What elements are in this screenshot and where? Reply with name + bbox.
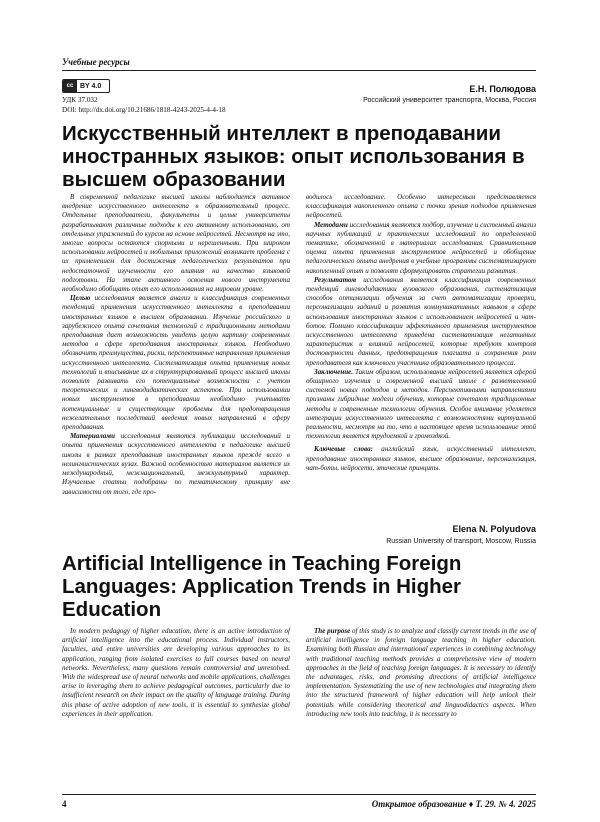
abstract-ru-left-column	[62, 193, 290, 497]
udk-code: УДК 37.032	[62, 96, 98, 104]
footer-divider	[62, 794, 536, 795]
abstract-ru-paragraph: В современной педагогике высшей школы наблюдается активное внедрение искусственного интеллекта в образовательный процесс. Отдельные преподаватели, факультеты и целые университеты разрабатывают различные подходы к его активному использованию, от отдельных упражнений до курсов на основе нейросетей. Несмотря на это, многие вопросы остаются спорными и нерешенными. При широком использовании нейросетей и мобильных приложений возникает проблема с их применением для достижения педагогических результатов при недостаточной изученности его влияния на качество языковой подготовки. На этапе активного освоения нового инструмента необходимо обобщать опыт его использования на мировом уровне.	[62, 193, 290, 294]
affiliation-en: Russian University of transport, Moscow, Russia	[386, 538, 536, 545]
page-number: 4	[62, 799, 67, 809]
license-label: BY 4.0	[80, 82, 102, 90]
keywords-ru: Ключевые слова: английский язык, искусственный интеллект, преподавание иностранных языков, высшее образование, персонализация, чат-боты, нейросети, этические принципы.	[306, 445, 536, 472]
license-badge[interactable]	[62, 79, 110, 93]
author-ru: Е.Н. Полюдова	[469, 84, 536, 94]
abstract-ru-paragraph: водилось исследование. Особенно интересным представляется классификация накопленного опыта с точки зрения подходов применения нейросетей.	[306, 193, 536, 220]
abstract-ru-paragraph: Материалами исследования являются публикации исследований и опыта применения искусственного интеллекта в педагогике высшей школы в рамках преподавания иностранных языков прежде всего в нелингвистических вузах. Важной особенностью материалов является их международный, межнациональный, межкультурный характер. Изучаемые статьи подобраны по тематическому принципу вне зависимости от того, где про-	[62, 432, 290, 496]
abstract-ru-lead: Результатом	[314, 275, 357, 284]
abstract-ru-paragraph: Методами исследования являются подбор, изучение и системный анализ научных публикаций и практических исследований по определенной тематике, обозначенной в материалах исследования. Сравнительная оценка опыта применения инструментов нейросетей и обобщение педагогического опыта внедрения в учебные программы систематизируют накопленный опыт и позволят сформулировать стратегии развития.	[306, 220, 536, 275]
abstract-ru-lead: Целью	[70, 294, 91, 303]
doi-link[interactable]: DOI: http://dx.doi.org/10.21686/1818-4243-2025-4-4-18	[62, 106, 226, 114]
abstract-ru-right-column	[306, 193, 536, 473]
abstract-en-paragraph: In modern pedagogy of higher education, there is an active introduction of artificial intelligence into the educational process. Individual instructors, faculties, and entire universities are developing various approaches to its application, ranging from isolated exercises to full courses based on neural networks. Nevertheless, many questions remain controversial and unresolved. With the widespread use of neural networks and mobile applications, challenges arise in leveraging them to achieve pedagogical outcomes, particularly due to insufficient research on their impact on the quality of language training. During this phase of active adoption of new tools, it is essential to synthesize global experiences in their application.	[62, 627, 290, 718]
abstract-ru-paragraph: Заключение. Таким образом, использование нейросетей является сферой обширного изучения и современной высшей школе с разветвленной системой новых подходов и методов. Перспективными направлениями признаны гибридные модели обучения, которые сочетают традиционные методы и современные технологии обучения. Особое внимание уделяется интеграции искусственного интеллекта с возможностями виртуальной реальности, несмотря на то, что в настоящее время использование этой технологии является трудоемкой и громоздкой.	[306, 367, 536, 441]
author-en: Elena N. Polyudova	[452, 524, 536, 534]
article-title-en: Artificial Intelligence in Teaching Foreign Languages: Application Trends in Higher Education	[62, 552, 462, 621]
abstract-ru-lead: Материалами	[70, 432, 116, 441]
journal-footer: Открытое образование ♦ Т. 29. № 4. 2025	[371, 799, 536, 809]
abstract-ru-lead: Заключение.	[314, 367, 354, 376]
abstract-ru-paragraph: Результатом исследования является классификация современных тенденций лингводидактики вузовского образования, систематизация способов оптимизации обучения за счет автоматизации проверки, персонализации заданий и развития коммуникативных навыков в сфере использования иностранных языков с использованием нейросетей и чат-ботов. Помимо классификации эффективного применения инструментов искусственного интеллекта приведена систематизация негативных характеристик и влияний нейросетей, которые требуют контроля достоверности данных, предотвращения плагиата и сохранения роли преподавателя как ключевого участника образовательного процесса.	[306, 275, 536, 367]
abstract-en-lead: The purpose	[314, 627, 351, 635]
header-divider	[62, 70, 536, 71]
journal-section-label: Учебные ресурсы	[62, 57, 130, 67]
keywords-ru-lead: Ключевые слова:	[314, 445, 373, 454]
affiliation-ru: Российский университет транспорта, Москва, Россия	[363, 97, 536, 104]
cc-icon: cc	[63, 80, 77, 92]
abstract-ru-paragraph: Целью исследования является анализ и классификация современных тенденций применения искусственного интеллекта в преподавании иностранных языков в высшем образовании. Изучение российского и зарубежного опыта сочетания технологий с традиционными методами преподавания дает возможность увидеть целую картину современных методов в сфере преподавания иностранных языков. Необходимо обозначить преимущества, риски, перспективные направления применения искусственного интеллекта. Систематизация опыта применения новых технологий и вписывание их в структурированный процесс высшей школы позволит развивать его потенциальные возможности с учетом теоретических и лингводидактических аспектов. При использовании новых инструментов в преподавании необходимо учитывать потенциальные и существующие проблемы для предотвращения нежелательных последствий введения новых направлений в сферу преподавания.	[62, 294, 290, 432]
abstract-ru-lead: Методами	[314, 220, 348, 229]
abstract-en-left-column	[62, 627, 290, 719]
abstract-en-paragraph: The purpose of this study is to analyze and classify current trends in the use of artificial intelligence in foreign language teaching in higher education. Examining both Russian and international experiences in combining technology with traditional teaching methods provides a comprehensive view of modern approaches in the field of teaching foreign languages. It is necessary to identify the advantages, risks, and promising directions of artificial intelligence implementation. Systematizing the use of new technologies and integrating them into the structured framework of higher education will help unlock their potentials while considering theoretical and linguodidactics aspects. When introducing new tools into teaching, it is necessary to	[306, 627, 537, 718]
article-title-ru: Искусственный интеллект в преподавании иностранных языков: опыт использования в высшем образовании	[62, 122, 525, 191]
abstract-en-right-column	[306, 627, 536, 719]
